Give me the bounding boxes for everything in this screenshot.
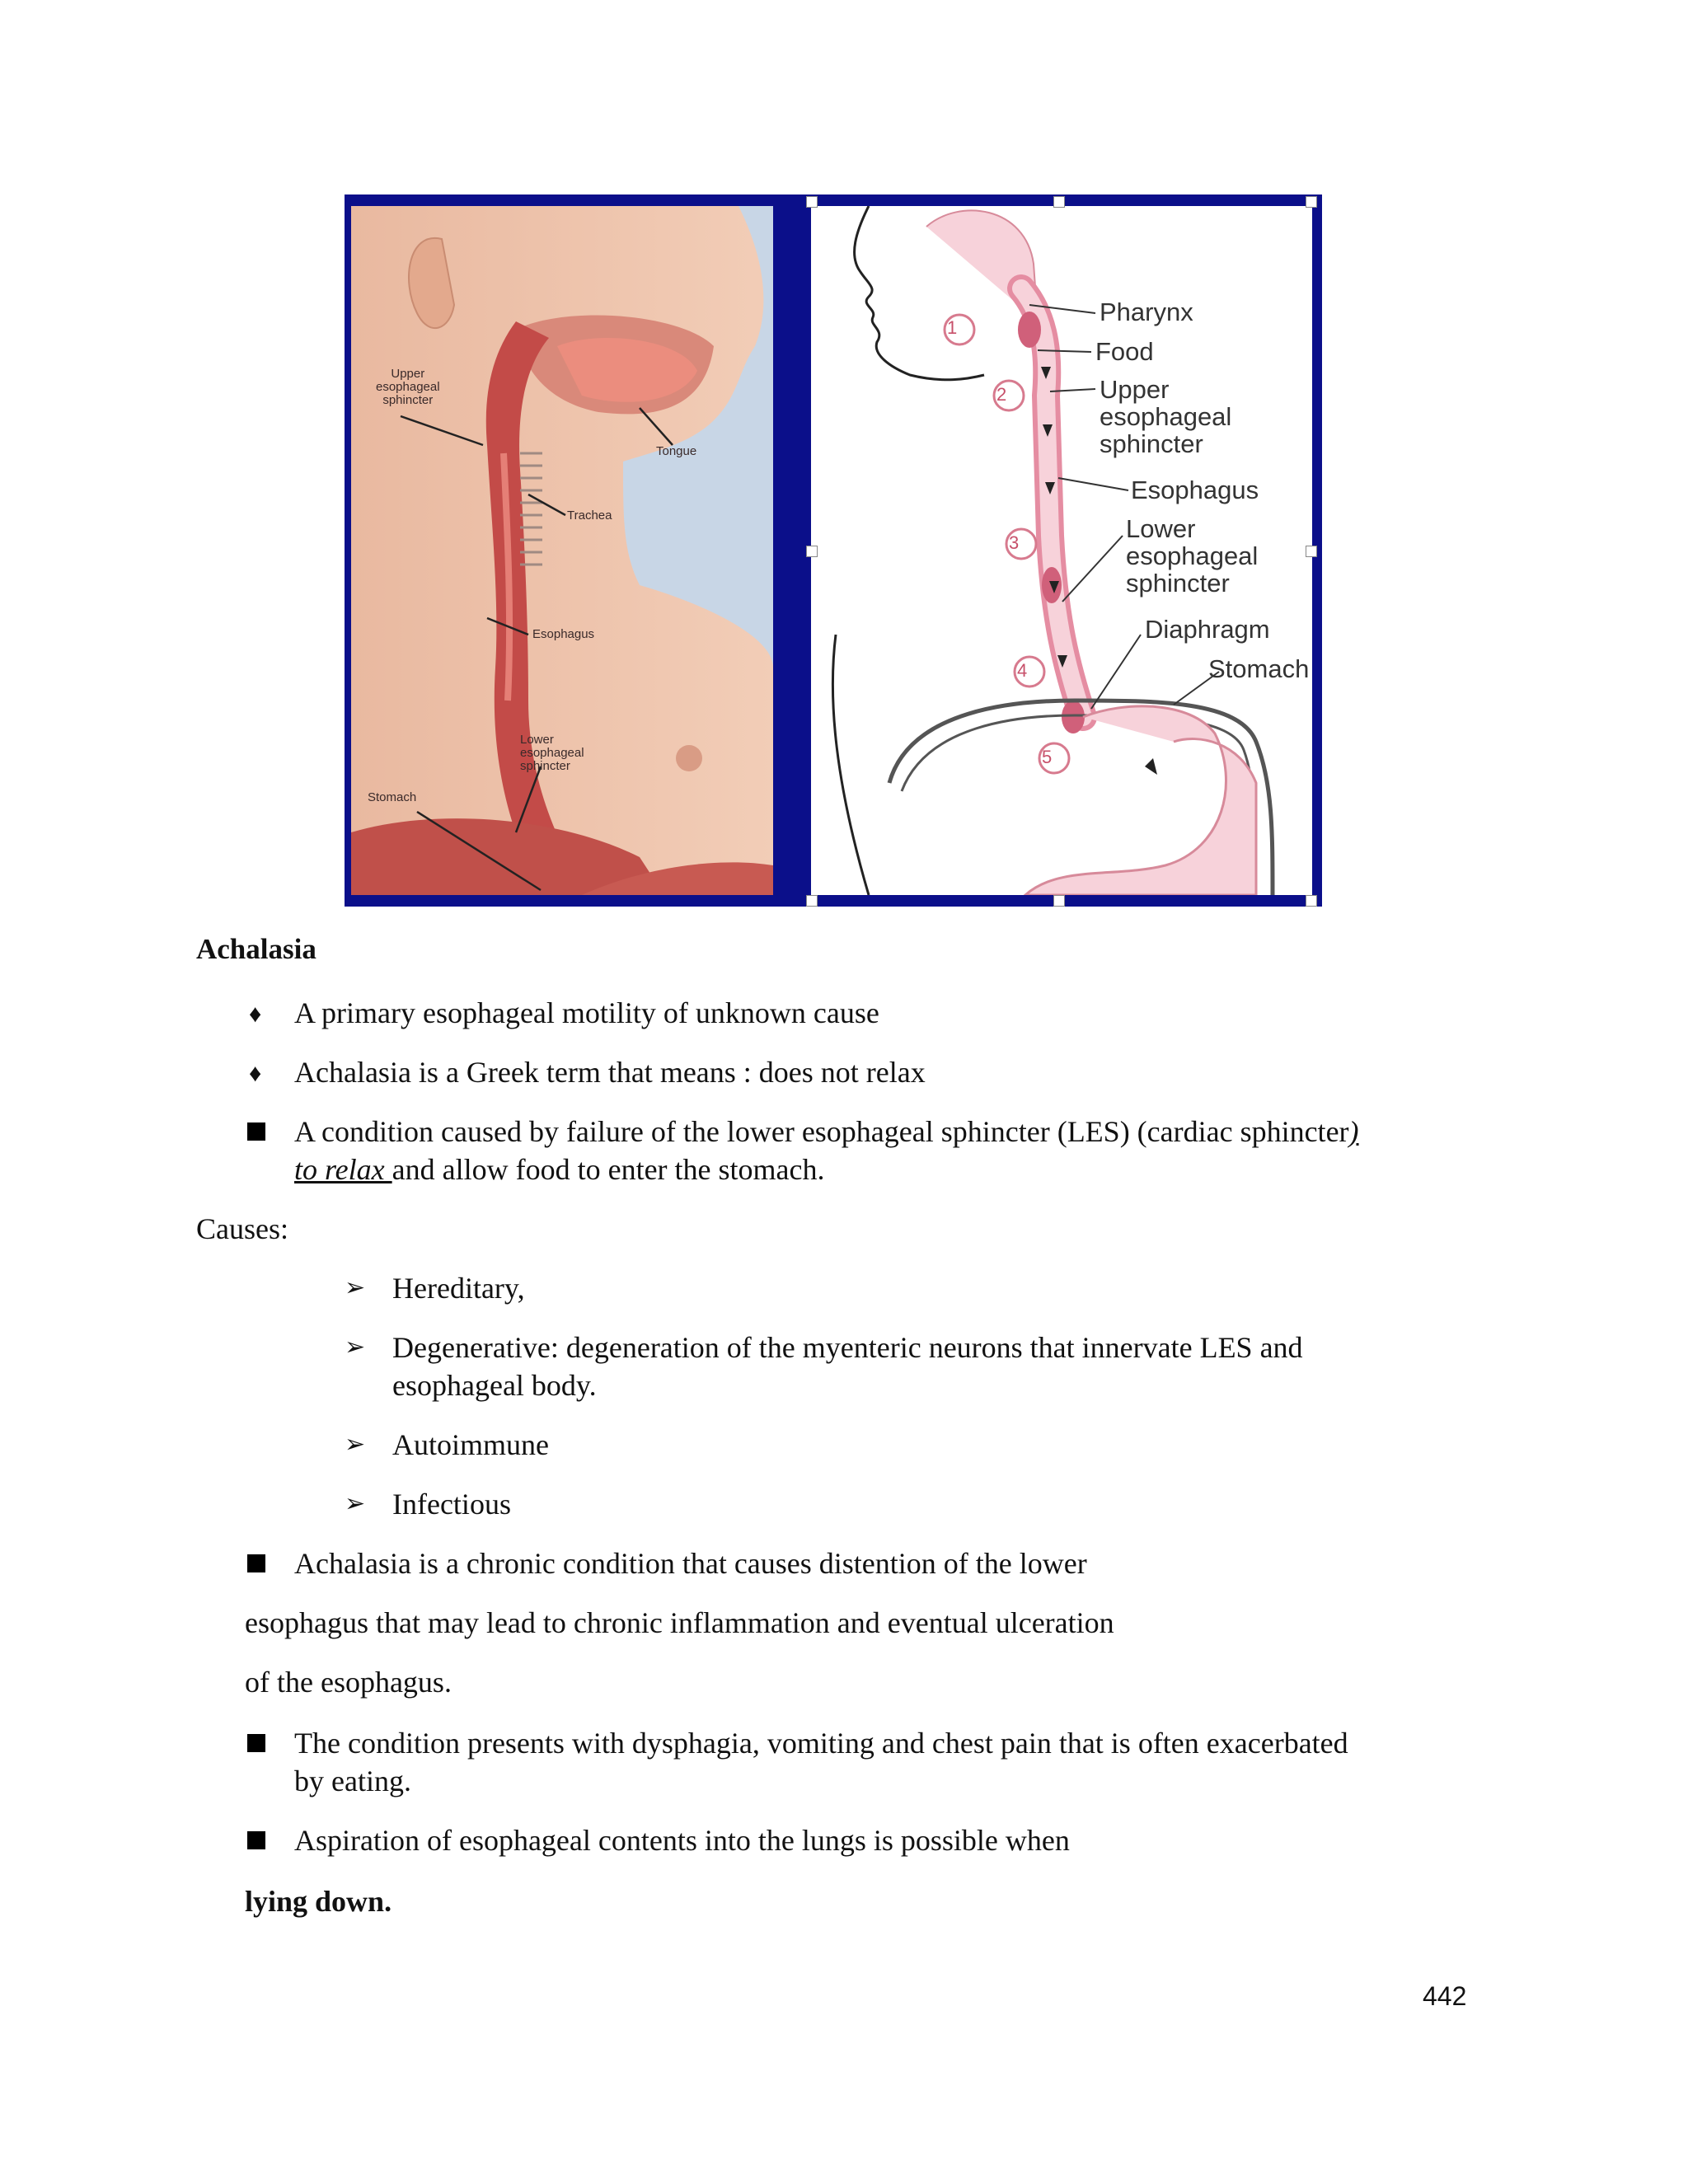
resize-handle[interactable] [1306, 546, 1317, 557]
chronic-text-3: of the esophagus. [245, 1666, 452, 1699]
step-3: 3 [1009, 532, 1020, 553]
swallowing-diagram [811, 206, 1312, 895]
condition-text-1: A condition caused by failure of the lower esophageal sphincter (LES) (cardiac sphincter [294, 1115, 1349, 1148]
arrow-bullet-icon: ➢ [345, 1333, 366, 1361]
label-pharynx: Pharynx [1100, 298, 1193, 326]
label-diaphragm: Diaphragm [1145, 615, 1270, 644]
lying-down-text: lying down. [245, 1885, 392, 1918]
step-1: 1 [947, 317, 958, 338]
condition-text-2: and allow food to enter the stomach. [392, 1153, 825, 1186]
label-food: Food [1095, 337, 1154, 366]
step-4: 4 [1017, 660, 1028, 681]
label-lower-sphincter-left: Lower esophageal sphincter [520, 733, 584, 773]
section-heading: Achalasia [196, 933, 316, 965]
resize-handle[interactable] [1053, 895, 1065, 907]
step-5: 5 [1042, 747, 1053, 767]
square-bullet-icon [247, 1734, 265, 1752]
condition-underlined: to relax [294, 1153, 392, 1186]
arrow-bullet-icon: ➢ [345, 1274, 366, 1301]
cause-item: Degenerative: degeneration of the myenteric neurons that innervate LES and [392, 1331, 1303, 1364]
presents-text-2: by eating. [294, 1765, 411, 1797]
diamond-bullet-icon: ♦ [249, 1060, 262, 1087]
resize-handle[interactable] [1306, 196, 1317, 208]
resize-handle[interactable] [806, 196, 818, 208]
bullet-text: Achalasia is a Greek term that means : does not relax [294, 1056, 926, 1089]
resize-handle[interactable] [806, 895, 818, 907]
condition-paren: ) [1348, 1115, 1359, 1148]
label-lower-sphincter-right: Lower esophageal sphincter [1126, 514, 1259, 598]
resize-handle[interactable] [1053, 196, 1065, 208]
presents-text-1: The condition presents with dysphagia, vomiting and chest pain that is often exacerbated [294, 1727, 1348, 1760]
label-stomach-left: Stomach [368, 790, 417, 804]
bullet-text: A primary esophageal motility of unknown cause [294, 996, 879, 1029]
label-trachea-left: Trachea [567, 509, 612, 523]
aspiration-text: Aspiration of esophageal contents into the lungs is possible when [294, 1824, 1070, 1857]
causes-label: Causes: [196, 1212, 288, 1245]
square-bullet-icon [247, 1831, 265, 1849]
resize-handle[interactable] [806, 546, 818, 557]
resize-handle[interactable] [1306, 895, 1317, 907]
cause-item-continued: esophageal body. [392, 1369, 597, 1402]
cause-item: Hereditary, [392, 1272, 525, 1305]
cause-item: Autoimmune [392, 1428, 549, 1461]
condition-paragraph [294, 1113, 1473, 1188]
square-bullet-icon [247, 1122, 265, 1141]
label-stomach-right: Stomach [1208, 654, 1310, 683]
chronic-text-2: esophagus that may lead to chronic inflammation and eventual ulceration [245, 1606, 1114, 1639]
chronic-text-1: Achalasia is a chronic condition that causes distention of the lower [294, 1547, 1087, 1580]
diamond-bullet-icon: ♦ [249, 1001, 262, 1028]
label-tongue-left: Tongue [656, 444, 697, 458]
anatomy-illustration [351, 206, 773, 895]
cause-item: Infectious [392, 1488, 511, 1521]
label-esophagus-left: Esophagus [532, 627, 595, 641]
arrow-bullet-icon: ➢ [345, 1490, 366, 1517]
square-bullet-icon [247, 1554, 265, 1572]
esophagus-figure [345, 194, 1322, 907]
label-upper-sphincter-right: Upper esophageal sphincter [1100, 375, 1232, 458]
label-esophagus-right: Esophagus [1131, 476, 1259, 504]
arrow-bullet-icon: ➢ [345, 1431, 366, 1458]
page-number: 442 [1423, 1981, 1467, 2011]
label-upper-sphincter-left: Upper esophageal sphincter [376, 367, 440, 407]
step-2: 2 [996, 384, 1007, 405]
